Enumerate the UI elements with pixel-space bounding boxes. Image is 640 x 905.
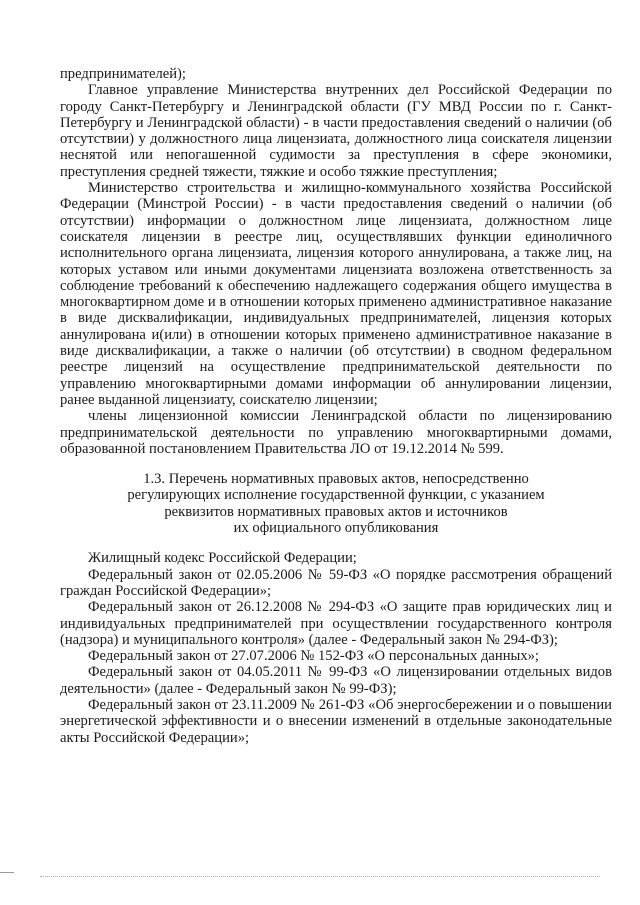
heading-line: регулирующих исполнение государственной функции, с указанием (127, 487, 545, 504)
heading-line: 1.3. Перечень нормативных правовых актов, непосредственно (143, 471, 529, 488)
paragraph-continuation: предпринимателей); (60, 66, 186, 82)
heading-line: их официального опубликования (233, 520, 439, 537)
scan-edge-line (40, 876, 600, 877)
paragraph-gu-mvd: Главное управление Министерства внутренних дел Российской Федерации по городу Санкт-Петербургу и Ленинградской области (ГУ МВД России по г. Санкт-Петербургу и Ленинградской области) - в части предоставления сведений о наличии (об отсутствии) у должностного лица лицензиата, должностного лица соискателя лицензии неснятой или непогашенной судимости за преступления в сфере экономики, преступления средней тяжести, тяжкие и особо тяжкие преступления; (60, 82, 612, 180)
list-item-law-59fz: Федеральный закон от 02.05.2006 № 59-ФЗ «О порядке рассмотрения обращений граждан Российской Федерации»; (60, 566, 612, 599)
paragraph-minstroy: Министерство строительства и жилищно-коммунального хозяйства Российской Федерации (Минстрой России) - в части предоставления сведений о наличии (об отсутствии) информации о должностном лице лицензиата, должностном лице соискателя лицензии в реестре лиц, осуществлявших функции единоличного исполнительного органа лицензиата, лицензия которого аннулирована, а также лиц, на которых уставом или иными документами лицензиата возложена ответственность за соблюдение требований к обеспечению надлежащего содержания общего имущества в многоквартирном доме и в отношении которых применено административное наказание в виде дисквалификации, индивидуальных предпринимателей, лицензия которых аннулирована и(или) в отношении которых применено административное наказание в виде дисквалификации, а также о наличии (об отсутствии) в сводном федеральном реестре лицензий на осуществление предпринимательской деятельности по управлению многоквартирными домами информации об аннулировании лицензии, ранее выданной лицензиату, соискателю лицензии; (60, 180, 612, 408)
scan-crop-mark (0, 872, 14, 873)
list-item-law-152fz: Федеральный закон от 27.07.2006 № 152-ФЗ «О персональных данных»; (88, 648, 539, 665)
heading-line: реквизитов нормативных правовых актов и источников (164, 503, 508, 520)
list-item-law-261fz: Федеральный закон от 23.11.2009 № 261-ФЗ «Об энергосбережении и о повышении энергетической эффективности и о внесении изменений в отдельные законодательные акты Российской Федерации»; (60, 696, 612, 746)
list-item-law-294fz: Федеральный закон от 26.12.2008 № 294-ФЗ «О защите прав юридических лиц и индивидуальных предпринимателей при осуществлении государственного контроля (надзора) и муниципального контроля» (далее - Федеральный закон № 294-ФЗ); (60, 599, 612, 648)
list-item-housing-code: Жилищный кодекс Российской Федерации; (88, 550, 357, 567)
document-page (60, 66, 612, 746)
list-item-law-99fz: Федеральный закон от 04.05.2011 № 99-ФЗ «О лицензировании отдельных видов деятельности» (далее - Федеральный закон № 99-ФЗ); (60, 664, 612, 697)
section-heading-1-3 (60, 471, 612, 536)
paragraph-commission: члены лицензионной комиссии Ленинградской области по лицензированию предпринимательской деятельности по управлению многоквартирными домами, образованной постановлением Правительства ЛО от 19.12.2014 № 599. (60, 408, 612, 457)
